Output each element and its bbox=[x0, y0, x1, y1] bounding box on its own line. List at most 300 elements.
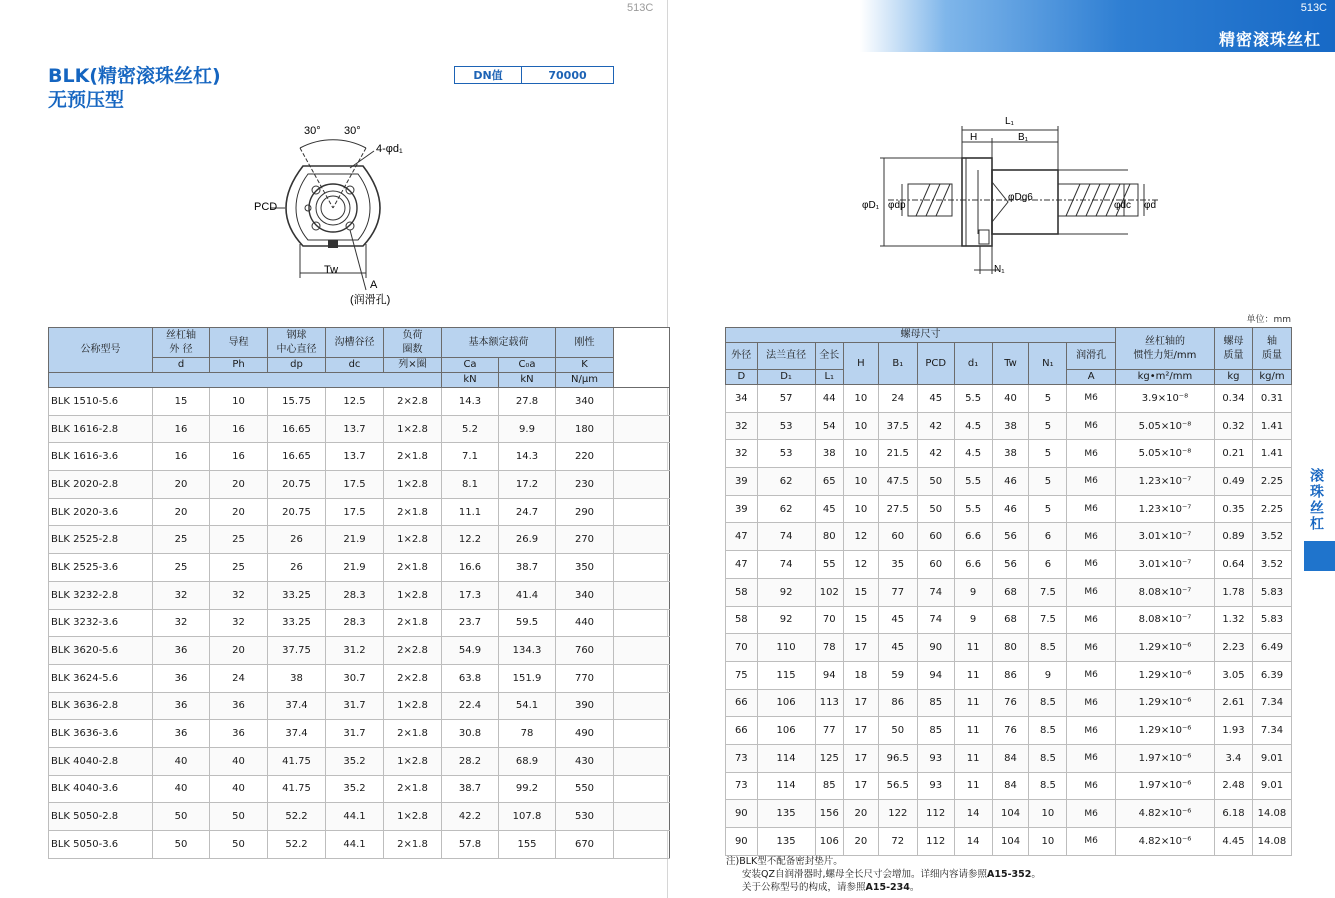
side-b1-label: B₁ bbox=[1018, 132, 1029, 143]
table-cell: 74 bbox=[917, 606, 954, 634]
table-cell: 2×1.8 bbox=[384, 554, 442, 582]
front-hole-label: 4-φd₁ bbox=[376, 143, 403, 155]
table-cell: 135 bbox=[757, 800, 815, 828]
table-row bbox=[726, 551, 1292, 579]
table-cell: M6 bbox=[1067, 634, 1116, 662]
table-cell: 114 bbox=[757, 744, 815, 772]
table-cell: 94 bbox=[917, 661, 954, 689]
table-cell: 56 bbox=[992, 523, 1029, 551]
table-row bbox=[49, 415, 670, 443]
table-cell: 3.52 bbox=[1252, 551, 1291, 579]
table-cell: 50 bbox=[878, 717, 917, 745]
table-cell: 41.75 bbox=[268, 747, 326, 775]
table-cell: 15.75 bbox=[268, 388, 326, 416]
table-row bbox=[726, 578, 1292, 606]
table-cell: 42 bbox=[917, 440, 954, 468]
table-cell: 90 bbox=[726, 800, 758, 828]
table-cell: 18 bbox=[844, 661, 879, 689]
table-cell: 33.25 bbox=[268, 581, 326, 609]
table-cell: 17 bbox=[844, 689, 879, 717]
table-cell: 530 bbox=[556, 803, 614, 831]
table-cell: 230 bbox=[556, 471, 614, 499]
table-cell: 14 bbox=[954, 800, 992, 828]
table-cell: 74 bbox=[757, 523, 815, 551]
h-A-sym: A bbox=[1067, 370, 1116, 385]
table-spacer-cell bbox=[614, 664, 670, 692]
table-cell: 31.7 bbox=[326, 720, 384, 748]
table-spacer-cell bbox=[614, 803, 670, 831]
table-spacer-cell bbox=[614, 498, 670, 526]
table-cell: BLK 1616-2.8 bbox=[49, 415, 153, 443]
table-row bbox=[726, 717, 1292, 745]
spec-table-left bbox=[48, 327, 670, 859]
table-cell: 7.5 bbox=[1029, 578, 1067, 606]
table-cell: 15 bbox=[844, 578, 879, 606]
table-cell: 0.34 bbox=[1214, 385, 1252, 413]
table-cell: BLK 4040-3.6 bbox=[49, 775, 153, 803]
table-cell: 36 bbox=[153, 720, 210, 748]
table-cell: 36 bbox=[153, 637, 210, 665]
table-cell: 30.7 bbox=[326, 664, 384, 692]
table-cell: 1×2.8 bbox=[384, 581, 442, 609]
table-cell: 9.9 bbox=[499, 415, 556, 443]
table-cell: 2×2.8 bbox=[384, 664, 442, 692]
table-cell: 55 bbox=[815, 551, 843, 579]
table-cell: 2.25 bbox=[1252, 495, 1291, 523]
note-3-ref[interactable]: A15-234 bbox=[865, 882, 910, 893]
table-cell: 16 bbox=[153, 443, 210, 471]
h-nut-mass: 螺母 质量 bbox=[1214, 328, 1252, 370]
table-cell: 39 bbox=[726, 468, 758, 496]
table-cell: 5 bbox=[1029, 495, 1067, 523]
table-cell: 41.4 bbox=[499, 581, 556, 609]
table-cell: 38 bbox=[992, 440, 1029, 468]
table-cell: 16.65 bbox=[268, 443, 326, 471]
table-cell: 50 bbox=[153, 803, 210, 831]
table-cell: 93 bbox=[917, 772, 954, 800]
table-cell: 14 bbox=[954, 828, 992, 856]
table-cell: 20 bbox=[153, 498, 210, 526]
table-cell: 25 bbox=[153, 526, 210, 554]
table-cell: 75 bbox=[726, 661, 758, 689]
table-cell: 54 bbox=[815, 412, 843, 440]
table-cell: 60 bbox=[917, 551, 954, 579]
table-row bbox=[726, 385, 1292, 413]
table-cell: 0.49 bbox=[1214, 468, 1252, 496]
table-cell: M6 bbox=[1067, 689, 1116, 717]
table-cell: 74 bbox=[757, 551, 815, 579]
h-k: 刚性 bbox=[556, 328, 614, 358]
table-cell: 8.5 bbox=[1029, 717, 1067, 745]
table-cell: 28.3 bbox=[326, 609, 384, 637]
note-3-text: 关于公称型号的构成，请参照 bbox=[742, 882, 866, 893]
table-cell: 12 bbox=[844, 551, 879, 579]
table-row bbox=[726, 689, 1292, 717]
table-cell: 106 bbox=[757, 689, 815, 717]
h-nut-mass-unit: kg bbox=[1214, 370, 1252, 385]
table-cell: 6 bbox=[1029, 551, 1067, 579]
table-cell: 20 bbox=[210, 637, 268, 665]
table-cell: 106 bbox=[757, 717, 815, 745]
table-cell: 40 bbox=[153, 747, 210, 775]
h-d-sym: d bbox=[153, 358, 210, 373]
table-cell: 9 bbox=[954, 606, 992, 634]
table-cell: 78 bbox=[499, 720, 556, 748]
table-cell: 42.2 bbox=[442, 803, 499, 831]
h-B1: B₁ bbox=[878, 343, 917, 385]
table-cell: 9 bbox=[954, 578, 992, 606]
table-row bbox=[49, 692, 670, 720]
table-cell: 17.2 bbox=[499, 471, 556, 499]
table-cell: 62 bbox=[757, 468, 815, 496]
h-ph: 导程 bbox=[210, 328, 268, 358]
table-row bbox=[49, 747, 670, 775]
h-dc-sym: dc bbox=[326, 358, 384, 373]
table-cell: 350 bbox=[556, 554, 614, 582]
table-cell: 490 bbox=[556, 720, 614, 748]
table-spacer-cell bbox=[614, 526, 670, 554]
unit-label: 单位：mm bbox=[1246, 315, 1291, 325]
side-tab-label: 滚珠丝杠 bbox=[1308, 468, 1324, 532]
left-page-number: 513C bbox=[627, 2, 654, 14]
table-cell: 52.2 bbox=[268, 831, 326, 859]
side-tab-marker bbox=[1304, 541, 1335, 571]
table-cell: 10 bbox=[844, 468, 879, 496]
table-cell: 57.8 bbox=[442, 831, 499, 859]
table-row bbox=[726, 495, 1292, 523]
note-1: 注)BLK型不配备密封垫片。 bbox=[726, 856, 843, 867]
table-cell: 36 bbox=[153, 664, 210, 692]
table-cell: 155 bbox=[499, 831, 556, 859]
h-shaft-mass: 轴 质量 bbox=[1252, 328, 1291, 370]
table-cell: 46 bbox=[992, 468, 1029, 496]
table-cell: 0.35 bbox=[1214, 495, 1252, 523]
table-cell: 73 bbox=[726, 772, 758, 800]
table-cell: 47 bbox=[726, 523, 758, 551]
table-cell: BLK 4040-2.8 bbox=[49, 747, 153, 775]
table-cell: 32 bbox=[726, 412, 758, 440]
table-cell: 1.97×10⁻⁶ bbox=[1115, 744, 1214, 772]
table-cell: 92 bbox=[757, 606, 815, 634]
table-cell: 44.1 bbox=[326, 831, 384, 859]
table-cell: 5.83 bbox=[1252, 606, 1291, 634]
table-cell: 50 bbox=[210, 831, 268, 859]
note-2-ref[interactable]: A15-352 bbox=[987, 869, 1032, 880]
table-cell: BLK 2020-2.8 bbox=[49, 471, 153, 499]
table-cell: 8.5 bbox=[1029, 744, 1067, 772]
side-d-label: φd bbox=[1144, 200, 1157, 211]
h-inertia: 丝杠轴的 惯性力矩/mm bbox=[1115, 328, 1214, 370]
table-cell: 25 bbox=[210, 526, 268, 554]
table-cell: 63.8 bbox=[442, 664, 499, 692]
table-cell: 15 bbox=[844, 606, 879, 634]
table-cell: 77 bbox=[815, 717, 843, 745]
table-cell: 20 bbox=[844, 800, 879, 828]
note-3 bbox=[726, 881, 1041, 894]
table-cell: 10 bbox=[844, 385, 879, 413]
table-cell: 39 bbox=[726, 495, 758, 523]
front-lube-label: (润滑孔) bbox=[350, 294, 391, 306]
table-cell: 96.5 bbox=[878, 744, 917, 772]
table-cell: 86 bbox=[992, 661, 1029, 689]
table-cell: 670 bbox=[556, 831, 614, 859]
table-cell: 5.83 bbox=[1252, 578, 1291, 606]
table-spacer-cell bbox=[614, 415, 670, 443]
table-cell: 56 bbox=[992, 551, 1029, 579]
h-d1: d₁ bbox=[954, 343, 992, 385]
table-cell: 16 bbox=[210, 415, 268, 443]
front-angle2: 30° bbox=[344, 125, 361, 137]
table-cell: M6 bbox=[1067, 800, 1116, 828]
table-cell: 2×1.8 bbox=[384, 498, 442, 526]
front-pcd-label: PCD bbox=[254, 201, 278, 213]
table-cell: 1.78 bbox=[1214, 578, 1252, 606]
table-cell: BLK 1510-5.6 bbox=[49, 388, 153, 416]
table-row bbox=[49, 664, 670, 692]
table-cell: 3.01×10⁻⁷ bbox=[1115, 551, 1214, 579]
table-row bbox=[726, 634, 1292, 662]
table-cell: 26 bbox=[268, 526, 326, 554]
h-L1: 全长 bbox=[815, 343, 843, 370]
page-title bbox=[48, 64, 221, 112]
table-cell: 5.05×10⁻⁸ bbox=[1115, 412, 1214, 440]
table-cell: BLK 1616-3.6 bbox=[49, 443, 153, 471]
table-cell: 9.01 bbox=[1252, 772, 1291, 800]
table-cell: 90 bbox=[726, 828, 758, 856]
table-cell: 37.5 bbox=[878, 412, 917, 440]
table-row bbox=[726, 744, 1292, 772]
table-cell: BLK 2020-3.6 bbox=[49, 498, 153, 526]
table-cell: 32 bbox=[726, 440, 758, 468]
table-cell: 5.5 bbox=[954, 385, 992, 413]
table-cell: 0.21 bbox=[1214, 440, 1252, 468]
table-cell: 17.5 bbox=[326, 498, 384, 526]
table-cell: 40 bbox=[992, 385, 1029, 413]
table-cell: 80 bbox=[815, 523, 843, 551]
table-row bbox=[726, 772, 1292, 800]
table-cell: 0.32 bbox=[1214, 412, 1252, 440]
table-cell: 15 bbox=[153, 388, 210, 416]
table-cell: 8.5 bbox=[1029, 634, 1067, 662]
table-cell: 4.82×10⁻⁶ bbox=[1115, 828, 1214, 856]
table-cell: M6 bbox=[1067, 385, 1116, 413]
table-cell: BLK 2525-3.6 bbox=[49, 554, 153, 582]
h-model: 公称型号 bbox=[49, 328, 153, 373]
h-ca-unit: kN bbox=[442, 373, 499, 388]
table-cell: 40 bbox=[210, 775, 268, 803]
right-page-number: 513C bbox=[1300, 2, 1327, 14]
table-cell: 4.5 bbox=[954, 412, 992, 440]
table-cell: 21.9 bbox=[326, 554, 384, 582]
table-cell: 8.5 bbox=[1029, 689, 1067, 717]
table-cell: M6 bbox=[1067, 495, 1116, 523]
table-cell: 1×2.8 bbox=[384, 803, 442, 831]
table-cell: 2×1.8 bbox=[384, 720, 442, 748]
table-cell: 28.2 bbox=[442, 747, 499, 775]
table-cell: 6.6 bbox=[954, 523, 992, 551]
table-row bbox=[49, 443, 670, 471]
table-cell: 25 bbox=[153, 554, 210, 582]
table-cell: 90 bbox=[917, 634, 954, 662]
table-spacer-cell bbox=[614, 637, 670, 665]
table-cell: 66 bbox=[726, 717, 758, 745]
h-circ-sym: 列×圈 bbox=[384, 358, 442, 373]
table-cell: 41.75 bbox=[268, 775, 326, 803]
table-cell: 13.7 bbox=[326, 443, 384, 471]
table-cell: 10 bbox=[844, 412, 879, 440]
table-cell: 1.23×10⁻⁷ bbox=[1115, 468, 1214, 496]
table-cell: 37.4 bbox=[268, 720, 326, 748]
table-cell: 24.7 bbox=[499, 498, 556, 526]
table-cell: 5 bbox=[1029, 468, 1067, 496]
side-n1-label: N₁ bbox=[994, 264, 1005, 275]
table-row bbox=[726, 800, 1292, 828]
header-title: 精密滚珠丝杠 bbox=[1218, 30, 1321, 49]
table-cell: 45 bbox=[878, 606, 917, 634]
table-cell: BLK 3232-3.6 bbox=[49, 609, 153, 637]
h-ca: Ca bbox=[442, 358, 499, 373]
table-cell: 107.8 bbox=[499, 803, 556, 831]
table-cell: 38 bbox=[815, 440, 843, 468]
table-cell: 11.1 bbox=[442, 498, 499, 526]
table-cell: 115 bbox=[757, 661, 815, 689]
table-cell: 104 bbox=[992, 828, 1029, 856]
table-cell: 3.05 bbox=[1214, 661, 1252, 689]
table-row bbox=[49, 720, 670, 748]
table-row bbox=[49, 498, 670, 526]
h-dp-sym: dp bbox=[268, 358, 326, 373]
front-view-drawing bbox=[240, 118, 430, 310]
table-cell: 72 bbox=[878, 828, 917, 856]
table-cell: 56.5 bbox=[878, 772, 917, 800]
table-spacer-cell bbox=[614, 720, 670, 748]
table-cell: 38.7 bbox=[442, 775, 499, 803]
table-row bbox=[726, 468, 1292, 496]
table-row bbox=[726, 606, 1292, 634]
h-coa: C₀a bbox=[499, 358, 556, 373]
table-cell: 85 bbox=[917, 689, 954, 717]
table-cell: 77 bbox=[878, 578, 917, 606]
h-A: 润滑孔 bbox=[1067, 343, 1116, 370]
table-cell: 4.45 bbox=[1214, 828, 1252, 856]
table-row bbox=[726, 828, 1292, 856]
table-cell: 6.18 bbox=[1214, 800, 1252, 828]
table-cell: 20 bbox=[153, 471, 210, 499]
table-cell: M6 bbox=[1067, 717, 1116, 745]
table-cell: 62 bbox=[757, 495, 815, 523]
table-cell: 30.8 bbox=[442, 720, 499, 748]
table-cell: 11 bbox=[954, 689, 992, 717]
table-cell: BLK 3232-2.8 bbox=[49, 581, 153, 609]
table-cell: 37.75 bbox=[268, 637, 326, 665]
table-cell: 6.39 bbox=[1252, 661, 1291, 689]
table-cell: 68 bbox=[992, 606, 1029, 634]
table-cell: 10 bbox=[844, 440, 879, 468]
table-cell: 125 bbox=[815, 744, 843, 772]
table-cell: 2.61 bbox=[1214, 689, 1252, 717]
table-cell: 23.7 bbox=[442, 609, 499, 637]
table-cell: 1.29×10⁻⁶ bbox=[1115, 661, 1214, 689]
side-h-label: H bbox=[970, 132, 978, 143]
table-cell: 9.01 bbox=[1252, 744, 1291, 772]
table-cell: M6 bbox=[1067, 744, 1116, 772]
table-cell: 24 bbox=[210, 664, 268, 692]
table-cell: 340 bbox=[556, 388, 614, 416]
table-cell: BLK 5050-2.8 bbox=[49, 803, 153, 831]
table-cell: 2×1.8 bbox=[384, 609, 442, 637]
h-D1-sym: D₁ bbox=[757, 370, 815, 385]
table-cell: 102 bbox=[815, 578, 843, 606]
table-cell: 21.5 bbox=[878, 440, 917, 468]
table-cell: 52.2 bbox=[268, 803, 326, 831]
table-cell: 34 bbox=[726, 385, 758, 413]
table-cell: 1.41 bbox=[1252, 440, 1291, 468]
table-cell: 2.23 bbox=[1214, 634, 1252, 662]
table-cell: 8.5 bbox=[1029, 772, 1067, 800]
table-cell: M6 bbox=[1067, 440, 1116, 468]
table-cell: 22.4 bbox=[442, 692, 499, 720]
table-cell: 3.4 bbox=[1214, 744, 1252, 772]
table-cell: BLK 3624-5.6 bbox=[49, 664, 153, 692]
table-cell: 36 bbox=[153, 692, 210, 720]
table-cell: 20 bbox=[210, 471, 268, 499]
h-load: 基本额定载荷 bbox=[442, 328, 556, 358]
table-cell: 53 bbox=[757, 440, 815, 468]
table-cell: 3.01×10⁻⁷ bbox=[1115, 523, 1214, 551]
table-row bbox=[49, 388, 670, 416]
table-cell: BLK 3636-3.6 bbox=[49, 720, 153, 748]
table-cell: 36 bbox=[210, 720, 268, 748]
table-cell: M6 bbox=[1067, 523, 1116, 551]
table-cell: 20 bbox=[844, 828, 879, 856]
table-cell: 17 bbox=[844, 772, 879, 800]
table-cell: 550 bbox=[556, 775, 614, 803]
table-row bbox=[49, 831, 670, 859]
table-cell: 7.1 bbox=[442, 443, 499, 471]
table-cell: 12.5 bbox=[326, 388, 384, 416]
table-cell: 53 bbox=[757, 412, 815, 440]
table-cell: 76 bbox=[992, 717, 1029, 745]
side-dg6-label: φDg6 bbox=[1008, 192, 1033, 203]
table-cell: 1.97×10⁻⁶ bbox=[1115, 772, 1214, 800]
table-cell: M6 bbox=[1067, 412, 1116, 440]
table-cell: 35 bbox=[878, 551, 917, 579]
table-cell: 122 bbox=[878, 800, 917, 828]
table-cell: 5.5 bbox=[954, 495, 992, 523]
table-cell: 28.3 bbox=[326, 581, 384, 609]
table-cell: 78 bbox=[815, 634, 843, 662]
table-cell: 58 bbox=[726, 578, 758, 606]
table-row bbox=[49, 775, 670, 803]
table-cell: 31.2 bbox=[326, 637, 384, 665]
table-cell: 134.3 bbox=[499, 637, 556, 665]
table-cell: 7.34 bbox=[1252, 689, 1291, 717]
table-cell: 12 bbox=[844, 523, 879, 551]
table-cell: 1×2.8 bbox=[384, 415, 442, 443]
table-cell: 60 bbox=[878, 523, 917, 551]
table-cell: 104 bbox=[992, 800, 1029, 828]
table-cell: 25 bbox=[210, 554, 268, 582]
table-cell: 60 bbox=[917, 523, 954, 551]
h-dc: 沟槽谷径 bbox=[326, 328, 384, 358]
table-cell: M6 bbox=[1067, 772, 1116, 800]
table-cell: 20 bbox=[210, 498, 268, 526]
table-cell: 50 bbox=[153, 831, 210, 859]
table-cell: 17 bbox=[844, 717, 879, 745]
table-cell: 10 bbox=[1029, 800, 1067, 828]
table-cell: 156 bbox=[815, 800, 843, 828]
table-cell: 6 bbox=[1029, 523, 1067, 551]
